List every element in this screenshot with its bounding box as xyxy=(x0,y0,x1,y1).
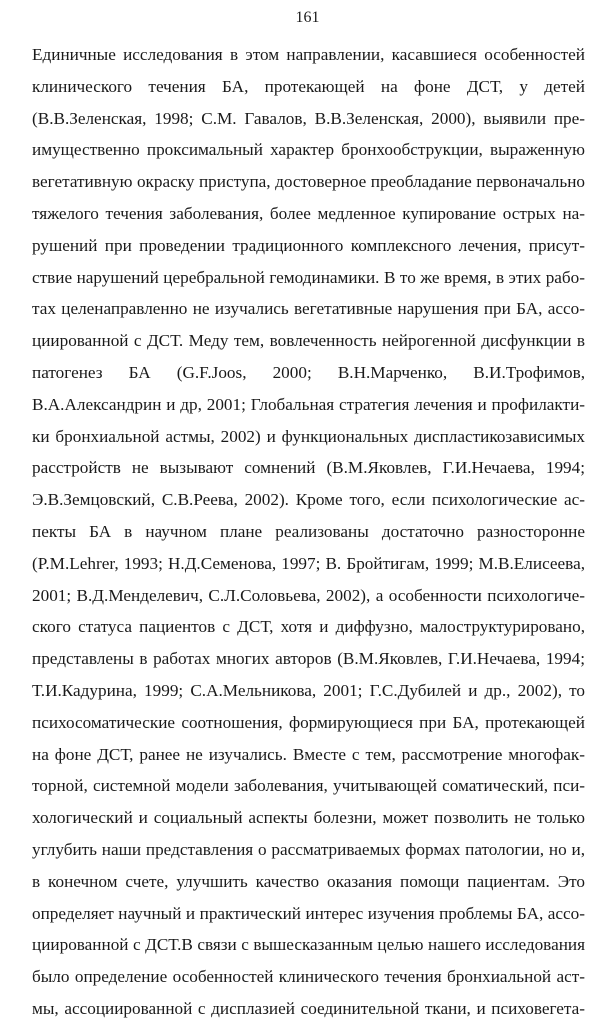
text-line: клинического течения БА, протекающей на фоне ДСТ, у детей xyxy=(32,76,585,96)
text-line: 2001; В.Д.Менделевич, С.Л.Соловьева, 2002), а особенности психологиче- xyxy=(32,585,585,605)
text-line: торной, системной модели заболевания, учитывающей соматический, пси- xyxy=(32,776,585,796)
text-line: имущественно проксимальный характер бронхообструкции, выраженную xyxy=(32,140,585,160)
text-line: было определение особенностей клинического течения бронхиальной аст- xyxy=(32,967,585,987)
body-paragraph xyxy=(32,39,585,1025)
text-line: расстройств не вызывают сомнений (В.М.Яковлев, Г.И.Нечаева, 1994; xyxy=(32,458,585,478)
text-line: ки бронхиальной астмы, 2002) и функциональных диспластикозависимых xyxy=(32,426,585,446)
page-number: 161 xyxy=(295,9,320,26)
text-line: хологический и социальный аспекты болезни, может позволить не только xyxy=(32,808,585,828)
text-line: на фоне ДСТ, ранее не изучались. Вместе с тем, рассмотрение многофак- xyxy=(32,744,585,764)
text-line: Т.И.Кадурина, 1999; С.А.Мельникова, 2001; Г.С.Дубилей и др., 2002), то xyxy=(32,680,585,700)
text-line: ского статуса пациентов с ДСТ, хотя и диффузно, малоструктурировано, xyxy=(32,617,585,637)
text-line: тах целенаправленно не изучались вегетативные нарушения при БА, ассо- xyxy=(32,299,585,319)
text-line: в конечном счете, улучшить качество оказания помощи пациентам. Это xyxy=(32,871,585,891)
text-line: Единичные исследования в этом направлении, касавшиеся особенностей xyxy=(32,45,585,64)
text-line: пекты БА в научном плане реализованы достаточно разносторонне xyxy=(32,521,585,541)
text-line: ствие нарушений церебральной гемодинамики. В то же время, в этих рабо- xyxy=(32,267,585,287)
text-line: мы, ассоциированной с дисплазией соединительной ткани, и психовегета- xyxy=(32,998,585,1018)
text-line: (P.M.Lehrer, 1993; Н.Д.Семенова, 1997; В. Бройтигам, 1999; М.В.Елисеева, xyxy=(32,553,585,573)
text-line: рушений при проведении традиционного комплексного лечения, присут- xyxy=(32,235,585,255)
text-line: вегетативную окраску приступа, достоверное преобладание первоначально xyxy=(32,172,585,192)
text-line: углубить наши представления о рассматриваемых формах патологии, но и, xyxy=(32,839,585,859)
text-line: (В.В.Зеленская, 1998; С.М. Гавалов, В.В.Зеленская, 2000), выявили пре- xyxy=(32,108,585,128)
text-line: циированной с ДСТ.В связи с вышесказанным целью нашего исследования xyxy=(32,935,585,955)
text-line: определяет научный и практический интерес изучения проблемы БА, ассо- xyxy=(32,903,585,923)
text-line: психосоматические соотношения, формирующиеся при БА, протекающей xyxy=(32,712,585,732)
text-line: тяжелого течения заболевания, более медленное купирование острых на- xyxy=(32,203,585,223)
text-line: патогенез БА (G.F.Joos, 2000; В.Н.Марченко, В.И.Трофимов, xyxy=(32,362,585,382)
text-line: циированной с ДСТ. Меду тем, вовлеченность нейрогенной дисфункции в xyxy=(32,331,585,351)
text-line: В.А.Александрин и др, 2001; Глобальная стратегия лечения и профилакти- xyxy=(32,394,585,414)
text-line: представлены в работах многих авторов (В.М.Яковлев, Г.И.Нечаева, 1994; xyxy=(32,649,585,669)
text-line: Э.В.Земцовский, С.В.Реева, 2002). Кроме того, если психологические ас- xyxy=(32,490,585,510)
